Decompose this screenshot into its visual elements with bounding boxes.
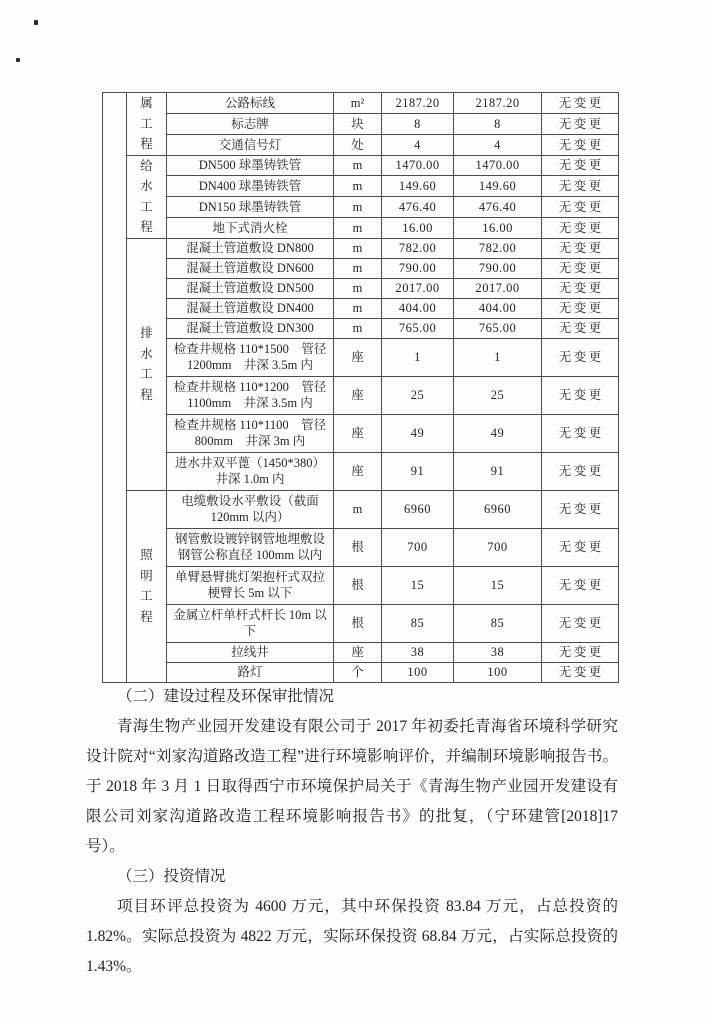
table-row [103, 278, 619, 298]
status-cell: 无变更 [542, 642, 619, 662]
status-cell: 无变更 [542, 134, 619, 155]
actual-cell: 85 [454, 604, 542, 642]
section-heading-investment: （三）投资情况 [117, 868, 226, 885]
item-cell: 检查井规格 110*1100 管径 800mm 井深 3m 内 [167, 414, 334, 452]
status-cell: 无变更 [542, 217, 619, 238]
item-cell: 钢管敷设镀锌钢管地埋敷设钢管公称直径 100mm 以内 [167, 528, 334, 566]
unit-cell: 座 [334, 338, 382, 376]
paragraph-construction-approval: 青海生物产业园开发建设有限公司于 2017 年初委托青海省环境科学研究设计院对“刘家沟道路改造工程”进行环境影响评价，并编制环境影响报告书。于 2018 年 3 月 1 日取得西宁市环境保护局关于《青海生物产业园开发建设有限公司刘家沟道路改造工程环境影响报告书》的批复，（宁环建管[2018]17 号）。 [86, 718, 618, 855]
category-cell: 属 工 程 [127, 93, 167, 156]
unit-cell: m [334, 278, 382, 298]
table-row [103, 490, 619, 528]
unit-cell: 根 [334, 604, 382, 642]
actual-cell: 16.00 [454, 217, 542, 238]
item-cell: DN150 球墨铸铁管 [167, 197, 334, 218]
table-row [103, 604, 619, 642]
item-cell: 检查井规格 110*1500 管径 1200mm 井深 3.5m 内 [167, 338, 334, 376]
item-cell: 检查井规格 110*1200 管径 1100mm 井深 3.5m 内 [167, 376, 334, 414]
table-row [103, 642, 619, 662]
paragraph-investment: 项目环评总投资为 4600 万元，其中环保投资 83.84 万元，占总投资的 1.82%。实际总投资为 4822 万元，实际环保投资 68.84 万元，占实际总投资的 1.43%。 [86, 898, 618, 975]
design-cell: 476.40 [382, 197, 454, 218]
design-cell: 404.00 [382, 298, 454, 318]
actual-cell: 8 [454, 113, 542, 134]
design-cell: 49 [382, 414, 454, 452]
item-cell: 交通信号灯 [167, 134, 334, 155]
actual-cell: 2017.00 [454, 278, 542, 298]
design-cell: 16.00 [382, 217, 454, 238]
document-body [86, 682, 618, 982]
design-cell: 782.00 [382, 238, 454, 258]
table-row [103, 414, 619, 452]
status-cell: 无变更 [542, 338, 619, 376]
design-cell: 790.00 [382, 258, 454, 278]
status-cell: 无变更 [542, 238, 619, 258]
table-row [103, 93, 619, 114]
item-cell: 地下式消火栓 [167, 217, 334, 238]
unit-cell: 个 [334, 662, 382, 682]
status-cell: 无变更 [542, 490, 619, 528]
actual-cell: 38 [454, 642, 542, 662]
unit-cell: m [334, 258, 382, 278]
item-cell: 混凝土管道敷设 DN600 [167, 258, 334, 278]
item-cell: 进水井双平蓖（1450*380）井深 1.0m 内 [167, 452, 334, 490]
actual-cell: 700 [454, 528, 542, 566]
design-cell: 25 [382, 376, 454, 414]
actual-cell: 1 [454, 338, 542, 376]
item-cell: 混凝土管道敷设 DN500 [167, 278, 334, 298]
table-row [103, 376, 619, 414]
status-cell: 无变更 [542, 318, 619, 338]
item-cell: DN400 球墨铸铁管 [167, 176, 334, 197]
design-cell: 2187.20 [382, 93, 454, 114]
design-cell: 6960 [382, 490, 454, 528]
item-cell: 拉线井 [167, 642, 334, 662]
status-cell: 无变更 [542, 155, 619, 176]
unit-cell: m [334, 318, 382, 338]
actual-cell: 790.00 [454, 258, 542, 278]
actual-cell: 25 [454, 376, 542, 414]
unit-cell: m [334, 176, 382, 197]
item-cell: 混凝土管道敷设 DN300 [167, 318, 334, 338]
actual-cell: 91 [454, 452, 542, 490]
design-cell: 700 [382, 528, 454, 566]
design-cell: 4 [382, 134, 454, 155]
status-cell: 无变更 [542, 662, 619, 682]
table-row [103, 298, 619, 318]
item-cell: 单臂悬臂挑灯架抱杆式双拉梗臂长 5m 以下 [167, 566, 334, 604]
actual-cell: 476.40 [454, 197, 542, 218]
unit-cell: 处 [334, 134, 382, 155]
unit-cell: 座 [334, 642, 382, 662]
table-row [103, 176, 619, 197]
status-cell: 无变更 [542, 376, 619, 414]
item-cell: 标志牌 [167, 113, 334, 134]
unit-cell: m [334, 217, 382, 238]
status-cell: 无变更 [542, 113, 619, 134]
status-cell: 无变更 [542, 604, 619, 642]
table-row [103, 134, 619, 155]
status-cell: 无变更 [542, 414, 619, 452]
actual-cell: 2187.20 [454, 93, 542, 114]
status-cell: 无变更 [542, 452, 619, 490]
table-row [103, 662, 619, 682]
actual-cell: 1470.00 [454, 155, 542, 176]
item-cell: 混凝土管道敷设 DN400 [167, 298, 334, 318]
scan-speck-1 [34, 20, 38, 25]
table-row [103, 452, 619, 490]
actual-cell: 15 [454, 566, 542, 604]
empty-margin-cell [103, 93, 127, 683]
actual-cell: 49 [454, 414, 542, 452]
table-row [103, 217, 619, 238]
unit-cell: m [334, 238, 382, 258]
table-row [103, 338, 619, 376]
unit-cell: 座 [334, 452, 382, 490]
unit-cell: 块 [334, 113, 382, 134]
item-cell: DN500 球墨铸铁管 [167, 155, 334, 176]
status-cell: 无变更 [542, 176, 619, 197]
status-cell: 无变更 [542, 278, 619, 298]
category-cell: 照 明 工 程 [127, 490, 167, 682]
category-cell: 排 水 工 程 [127, 238, 167, 490]
section-heading-construction-approval: （二）建设过程及环保审批情况 [117, 688, 335, 705]
table-row [103, 155, 619, 176]
item-cell: 公路标线 [167, 93, 334, 114]
table-row [103, 566, 619, 604]
design-cell: 85 [382, 604, 454, 642]
actual-cell: 4 [454, 134, 542, 155]
item-cell: 路灯 [167, 662, 334, 682]
status-cell: 无变更 [542, 258, 619, 278]
design-cell: 2017.00 [382, 278, 454, 298]
design-cell: 765.00 [382, 318, 454, 338]
unit-cell: m [334, 490, 382, 528]
actual-cell: 6960 [454, 490, 542, 528]
table-row [103, 258, 619, 278]
status-cell: 无变更 [542, 93, 619, 114]
actual-cell: 765.00 [454, 318, 542, 338]
project-quantities-table [102, 92, 619, 683]
status-cell: 无变更 [542, 197, 619, 218]
design-cell: 8 [382, 113, 454, 134]
table-row [103, 528, 619, 566]
table-row [103, 113, 619, 134]
unit-cell: 座 [334, 414, 382, 452]
design-cell: 38 [382, 642, 454, 662]
design-cell: 149.60 [382, 176, 454, 197]
status-cell: 无变更 [542, 566, 619, 604]
unit-cell: m² [334, 93, 382, 114]
status-cell: 无变更 [542, 298, 619, 318]
unit-cell: m [334, 298, 382, 318]
unit-cell: m [334, 197, 382, 218]
actual-cell: 149.60 [454, 176, 542, 197]
table-row [103, 238, 619, 258]
category-cell: 给 水 工 程 [127, 155, 167, 238]
item-cell: 混凝土管道敷设 DN800 [167, 238, 334, 258]
unit-cell: m [334, 155, 382, 176]
actual-cell: 100 [454, 662, 542, 682]
design-cell: 1470.00 [382, 155, 454, 176]
table-row [103, 318, 619, 338]
scan-speck-2 [16, 58, 20, 62]
item-cell: 金属立杆单杆式杆长 10m 以下 [167, 604, 334, 642]
design-cell: 1 [382, 338, 454, 376]
unit-cell: 根 [334, 528, 382, 566]
actual-cell: 404.00 [454, 298, 542, 318]
item-cell: 电缆敷设水平敷设（截面 120mm 以内） [167, 490, 334, 528]
unit-cell: 根 [334, 566, 382, 604]
design-cell: 15 [382, 566, 454, 604]
design-cell: 100 [382, 662, 454, 682]
status-cell: 无变更 [542, 528, 619, 566]
unit-cell: 座 [334, 376, 382, 414]
table-row [103, 197, 619, 218]
design-cell: 91 [382, 452, 454, 490]
actual-cell: 782.00 [454, 238, 542, 258]
